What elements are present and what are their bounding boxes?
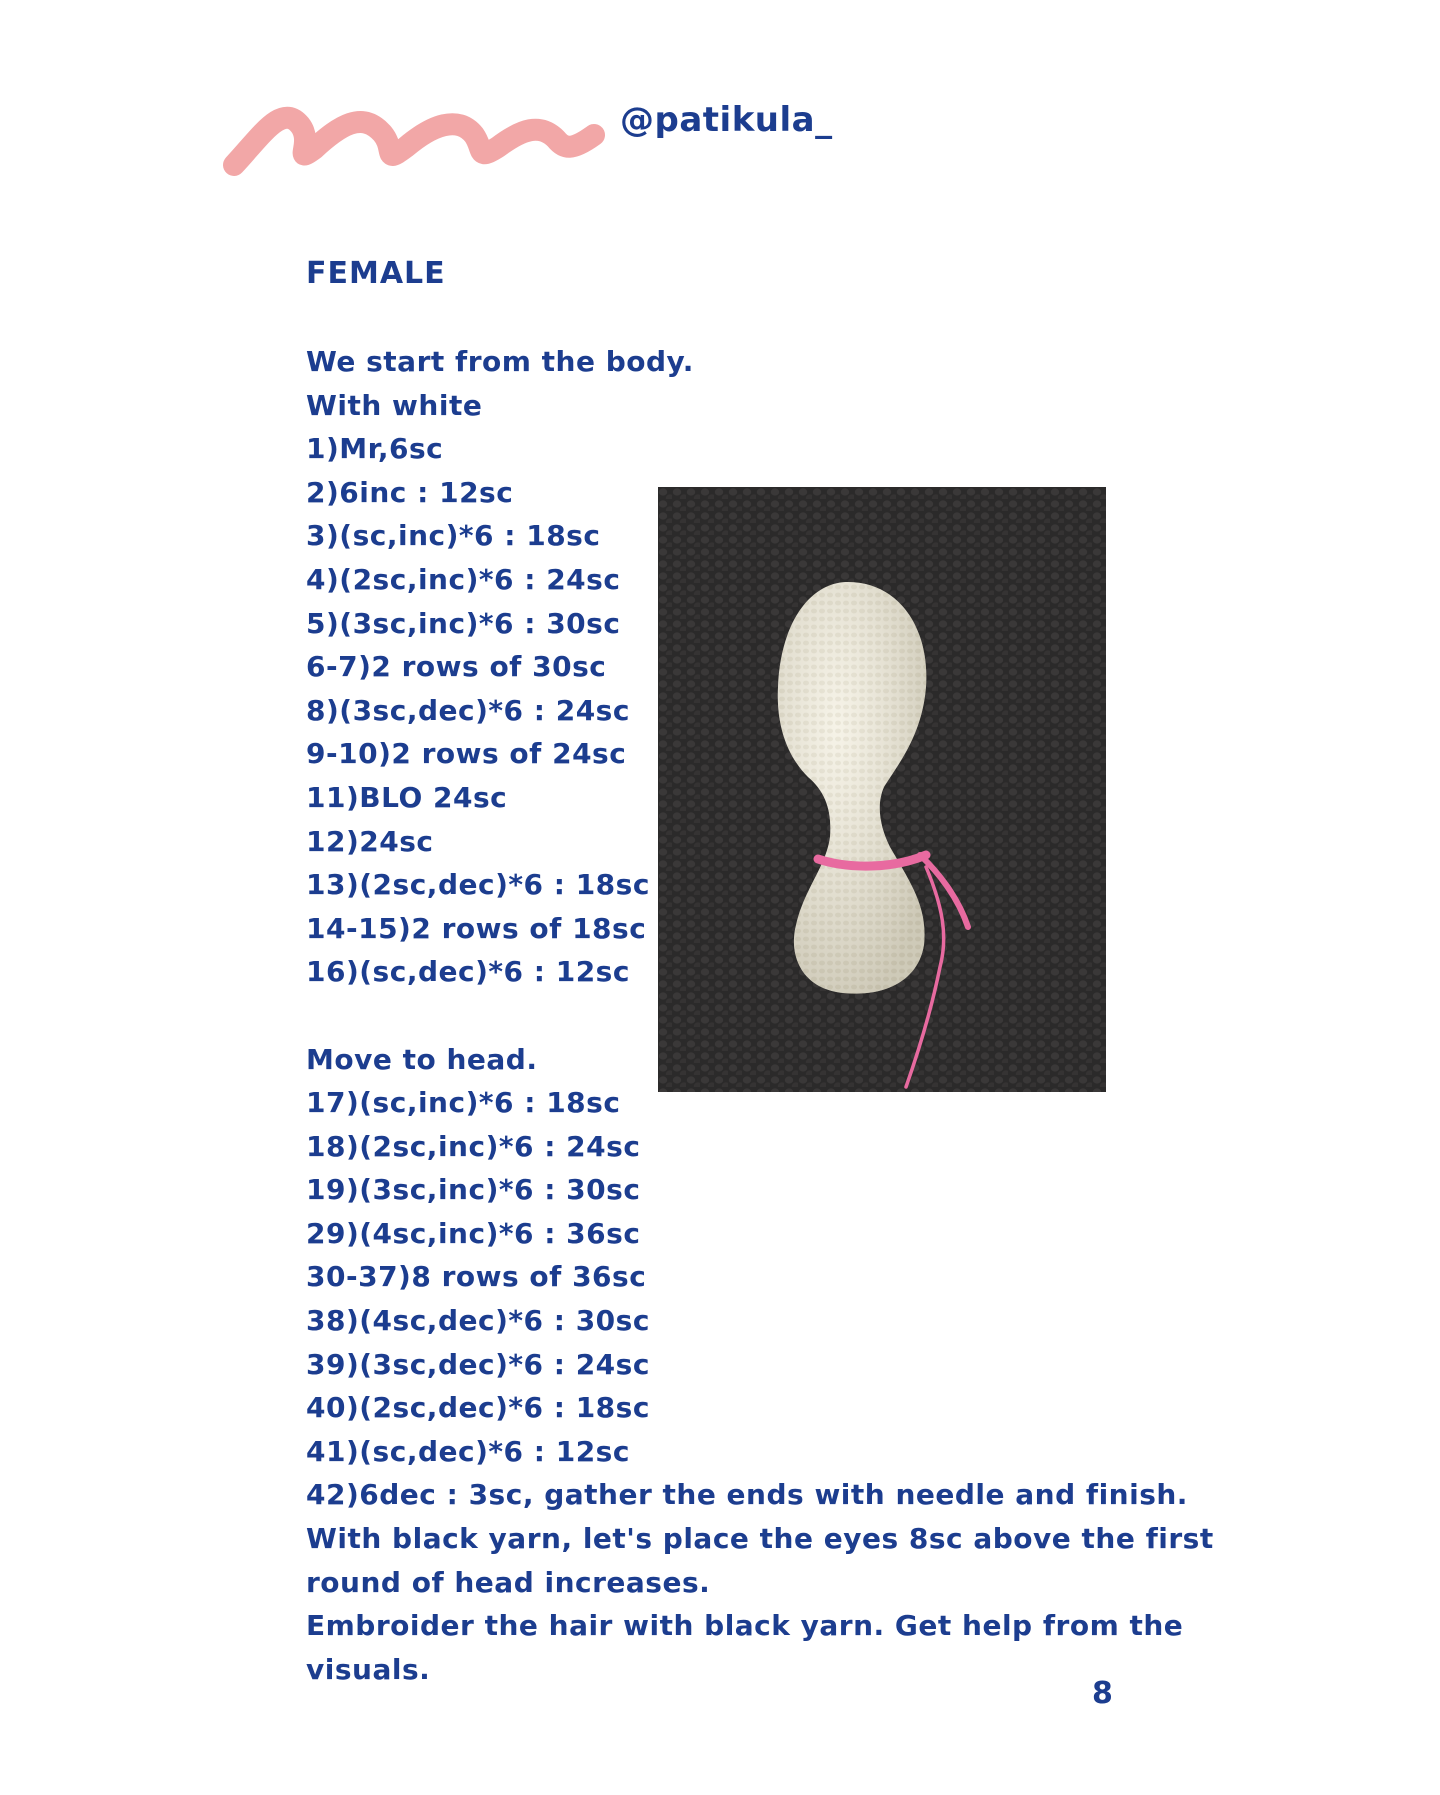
pattern-row: 19)(3sc,inc)*6 : 30sc (306, 1173, 641, 1207)
pattern-row: 3)(sc,inc)*6 : 18sc (306, 519, 601, 553)
pattern-row: 5)(3sc,inc)*6 : 30sc (306, 606, 621, 640)
finish-note: With black yarn, let's place the eyes 8sc above the first (306, 1522, 1214, 1556)
pattern-row: 29)(4sc,inc)*6 : 36sc (306, 1216, 641, 1250)
section-title: FEMALE (306, 256, 446, 291)
pattern-row: 4)(2sc,inc)*6 : 24sc (306, 562, 621, 596)
pattern-row: 11)BLO 24sc (306, 780, 508, 814)
pink-squiggle-icon (222, 95, 614, 183)
pattern-row: 17)(sc,inc)*6 : 18sc (306, 1086, 621, 1120)
pattern-row: 12)24sc (306, 824, 434, 858)
pattern-row: 16)(sc,dec)*6 : 12sc (306, 955, 630, 989)
pattern-row: 8)(3sc,dec)*6 : 24sc (306, 693, 630, 727)
pattern-row: 18)(2sc,inc)*6 : 24sc (306, 1129, 641, 1163)
pattern-row: 41)(sc,dec)*6 : 12sc (306, 1434, 630, 1468)
pattern-row: 14-15)2 rows of 18sc (306, 911, 647, 945)
pattern-row: 38)(4sc,dec)*6 : 30sc (306, 1304, 650, 1338)
pattern-row: 9-10)2 rows of 24sc (306, 737, 627, 771)
crochet-doll-photo (658, 487, 1106, 1092)
finish-note: Embroider the hair with black yarn. Get help from the (306, 1609, 1184, 1643)
pattern-row: 42)6dec : 3sc, gather the ends with needle and finish. (306, 1478, 1188, 1512)
finish-note: visuals. (306, 1652, 431, 1686)
page-number: 8 (1092, 1676, 1113, 1711)
color-note: With white (306, 388, 483, 422)
pattern-row: 13)(2sc,dec)*6 : 18sc (306, 868, 650, 902)
pattern-row: 39)(3sc,dec)*6 : 24sc (306, 1347, 650, 1381)
pattern-row: 2)6inc : 12sc (306, 475, 514, 509)
pattern-row: 40)(2sc,dec)*6 : 18sc (306, 1391, 650, 1425)
author-handle: @patikula_ (620, 100, 833, 140)
pattern-row: 30-37)8 rows of 36sc (306, 1260, 647, 1294)
body-intro: We start from the body. (306, 345, 694, 378)
pattern-row: 6-7)2 rows of 30sc (306, 650, 607, 684)
finish-note: round of head increases. (306, 1565, 711, 1599)
head-intro: Move to head. (306, 1042, 538, 1076)
pattern-row: 1)Mr,6sc (306, 432, 444, 466)
